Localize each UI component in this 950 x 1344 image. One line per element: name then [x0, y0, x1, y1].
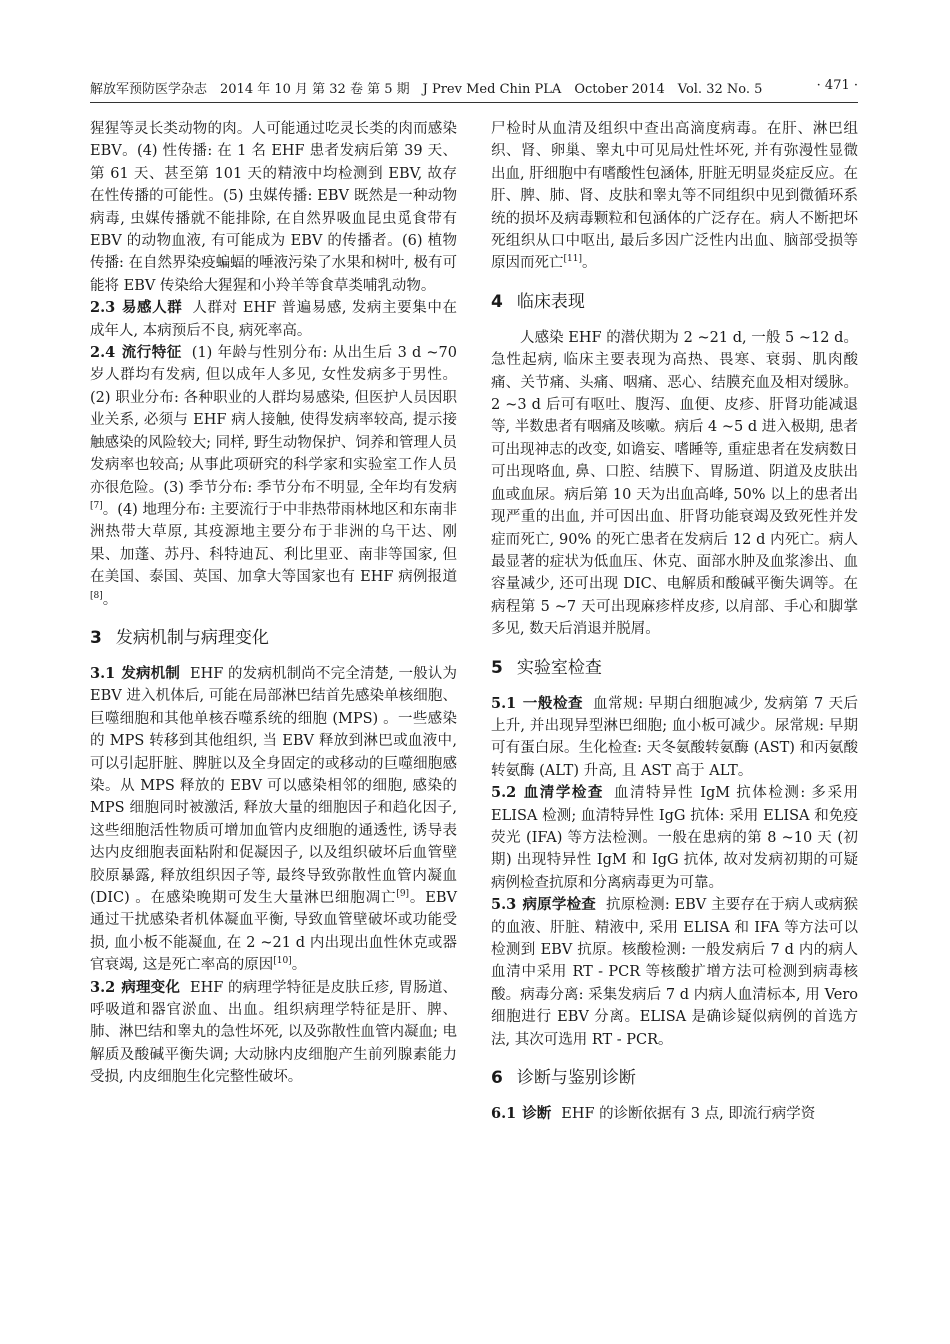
section-title: 实验室检查 — [516, 657, 602, 678]
journal-info: 解放军预防医学杂志 2014 年 10 月 第 32 卷 第 5 期 J Prev Med Chin PLA October 2014 Vol. 32 No. 5 — [90, 82, 763, 97]
left-column — [90, 118, 457, 1089]
section-number: 3 — [90, 627, 102, 648]
section-heading-6 — [491, 1065, 858, 1091]
section-heading-4 — [491, 289, 858, 315]
section-title: 临床表现 — [516, 291, 585, 312]
subsection-text: 血清特异性 IgM 抗体检测: 多采用 ELISA 检测; 血清特异性 IgG 抗体: 采用 ELISA 和免疫荧光 (IFA) 等方法检测。一般在患病的第 8 ~10 天 (初期) 出现特异性 IgM 和 IgG 抗体, 故对发病初期的可疑病例检查抗原和分离病毒更为可靠。 — [491, 785, 859, 891]
subsection-title: 诊断 — [522, 1105, 552, 1123]
subsection-3-2 — [90, 977, 457, 1089]
subsection-5-2 — [491, 782, 858, 894]
citation: [7] — [90, 501, 103, 512]
subsection-text: (1) 年龄与性别分布: 从出生后 3 d ~70 岁人群均有发病, 但以成年人多见, 女性发病多于男性。(2) 职业分布: 各种职业的人群均易感染, 但医护人员因职业关系, 必须与 EHF 病人接触, 使得发病率较高, 提示接触感染的风险较大; 同样, 野生动物保护、饲养和管理人员发病率也较高; 从事此项研究的科学家和实验室工作人员亦很危险。(3) 季节分布: 季节分布不明显, 全年均有发病 — [90, 345, 458, 496]
citation: [10] — [273, 956, 292, 967]
subsection-number: 5.1 — [491, 694, 517, 712]
subsection-text: 人群对 EHF 普遍易感, 发病主要集中在成年人, 本病预后不良, 病死率高。 — [90, 300, 457, 339]
running-header — [90, 72, 858, 103]
subsection-number: 2.4 — [90, 344, 116, 362]
subsection-number: 5.3 — [491, 896, 517, 914]
subsection-number: 3.1 — [90, 664, 116, 682]
subsection-title: 血清学检查 — [522, 784, 604, 802]
right-column — [491, 118, 858, 1125]
subsection-text: EHF 的发病机制尚不完全清楚, 一般认为 EBV 进入机体后, 可能在局部淋巴结首先感染单核细胞、巨噬细胞和其他单核吞噬系统的细胞 (MPS) 。一些感染的 MPS 转移到其他组织, 当 EBV 释放到淋巴或血液中, 可以引起肝脏、脾脏以及全身固定的或移动的巨噬细胞感染。从 MPS 释放的 EBV 可以感染相邻的细胞, 感染的 MPS 细胞同时被激活, 释放大量的细胞因子和趋化因子, 这些细胞活性物质可增加血管内皮细胞的通透性, 诱导表达内皮细胞表面粘附和促凝因子, 以及组织破坏后血管壁胶原暴露, 释放组织因子等, 最终导致弥散性血管内凝血 (DIC) 。在感染晚期可发生大量淋巴细胞凋亡 — [90, 665, 457, 906]
subsection-title: 易感人群 — [121, 299, 183, 317]
subsection-2-3 — [90, 297, 457, 342]
punctuation: 。 — [102, 591, 118, 608]
paragraph-text: 尸检时从血清及组织中查出高滴度病毒。在肝、淋巴组织、肾、卵巢、睾丸中可见局灶性坏死, 并有弥漫性显微出血, 肝细胞中有嗜酸性包涵体, 肝脏无明显炎症反应。在肝、脾、肺、肾、皮肤和睾丸等不同组织中见到微循环系统的损坏及病毒颗粒和包涵体的广泛存在。病人不断把坏死组织从口中呕出, 最后多因广泛性内出血、脑部受损等原因而死亡 — [491, 121, 858, 272]
subsection-text: 。(4) 地理分布: 主要流行于中非热带雨林地区和东南非洲热带大草原, 其疫源地主要分布于非洲的乌干达、刚果、加蓬、苏丹、科特迪瓦、利比里亚、南非等国家, 但在美国、泰国、英国、加拿大等国家也有 EHF 病例报道 — [90, 501, 457, 586]
paragraph: 猩猩等灵长类动物的肉。人可能通过吃灵长类的肉而感染 EBV。(4) 性传播: 在 1 名 EHF 患者发病后第 39 天、第 61 天、甚至第 101 天的精液中均检测到 EBV, 故存在性传播的可能性。(5) 虫媒传播: EBV 既然是一种动物病毒, 虫媒传播就不能排除, 在自然界吸血昆虫觅食带有 EBV 的动物血液, 有可能成为 EBV 的传播者。(6) 植物传播: 在自然界染疫蝙蝠的唾液污染了水果和树叶, 极有可能将 EBV 传染给大猩猩和小羚羊等食草类哺乳动物。 — [90, 121, 457, 294]
section-number: 6 — [491, 1068, 503, 1089]
subsection-title: 一般检查 — [522, 694, 584, 712]
citation: [9] — [396, 889, 410, 900]
subsection-6-1 — [491, 1103, 858, 1125]
paragraph — [491, 118, 858, 275]
subsection-5-1 — [491, 693, 858, 783]
citation: [8] — [90, 590, 103, 601]
punctuation: 。 — [581, 255, 597, 272]
section-number: 5 — [491, 657, 503, 678]
subsection-text: 血常规: 早期白细胞减少, 发病第 7 天后上升, 并出现异型淋巴细胞; 血小板可减少。尿常规: 早期可有蛋白尿。生化检查: 天冬氨酸转氨酶 (AST) 和丙氨酸转氨酶 (ALT) 升高, 且 AST 高于 ALT。 — [491, 695, 859, 779]
subsection-number: 6.1 — [491, 1105, 517, 1123]
subsection-title: 发病机制 — [121, 664, 180, 682]
subsection-3-1 — [90, 663, 457, 977]
subsection-text: EHF 的病理学特征是皮肤丘疹, 胃肠道、呼吸道和器官淤血、出血。组织病理学特征是肝、脾、肺、淋巴结和睾丸的急性坏死, 以及弥散性血管内凝血; 电解质及酸碱平衡失调; 大动脉内皮细胞产生前列腺素能力受损, 内皮细胞生化完整性破坏。 — [90, 979, 457, 1086]
section-number: 4 — [491, 291, 503, 312]
section-heading-5 — [491, 655, 858, 681]
subsection-number: 5.2 — [491, 784, 517, 802]
section-title: 诊断与鉴别诊断 — [516, 1068, 636, 1089]
subsection-5-3 — [491, 894, 858, 1051]
citation: [11] — [563, 254, 582, 265]
subsection-number: 3.2 — [90, 978, 116, 996]
subsection-text: EHF 的诊断依据有 3 点, 即流行病学资 — [561, 1106, 816, 1123]
subsection-text: 抗原检测: EBV 主要存在于病人或病猴的血液、肝脏、精液中, 采用 ELISA 和 IFA 等方法可以检测到 EBV 抗原。核酸检测: 一般发病后 7 d 内的病人血清中采用 RT - PCR 等核酸扩增方法可检测到病毒核酸。病毒分离: 采集发病后 7 d 内病人血清标本, 用 Vero 细胞进行 EBV 分离。ELISA 是确诊疑似病例的首选方法, 其次可选用 RT - PCR。 — [491, 897, 858, 1048]
section-title: 发病机制与病理变化 — [115, 627, 269, 648]
subsection-title: 流行特征 — [121, 344, 182, 362]
paragraph: 人感染 EHF 的潜伏期为 2 ~21 d, 一般 5 ~12 d。急性起病, 临床主要表现为高热、畏寒、衰弱、肌肉酸痛、关节痛、头痛、咽痛、恶心、结膜充血及相对缓脉。2 ~3 d 后可有呕吐、腹泻、血便、皮疹、肝肾功能减退等, 半数患者有咽痛及咳嗽。病后 4 ~5 d 进入极期, 患者可出现神志的改变, 如谵妄、嗜睡等, 重症患者在发病数日可出现咯血, 鼻、口腔、结膜下、胃肠道、阴道及皮肤出血或血尿。病后第 10 天为出血高峰, 50% 以上的患者出现严重的出血, 并可因出血、肝肾功能衰竭及致死性并发症而死亡, 90% 的死亡患者在发病后 12 d 内死亡。病人最显著的症状为低血压、休克、面部水肿及血浆渗出、血容量减少, 还可出现 DIC、电解质和酸碱平衡失调等。在病程第 5 ~7 天可出现麻疹样皮疹, 以肩部、手心和脚掌多见, 数天后消退并脱屑。 — [491, 329, 858, 638]
punctuation: 。 — [291, 957, 307, 974]
subsection-2-4 — [90, 342, 457, 611]
subsection-text: 。EBV 通过干扰感染者机体凝血平衡, 导致血管壁破坏或功能受损, 血小板不能凝血, 在 2 ~21 d 内出现出血性休克或器官衰竭, 这是死亡率高的原因 — [90, 890, 457, 974]
subsection-title: 病理变化 — [121, 978, 180, 996]
section-heading-3 — [90, 625, 457, 651]
page-number: · 471 · — [816, 78, 858, 93]
subsection-number: 2.3 — [90, 299, 116, 317]
subsection-title: 病原学检查 — [522, 896, 597, 914]
